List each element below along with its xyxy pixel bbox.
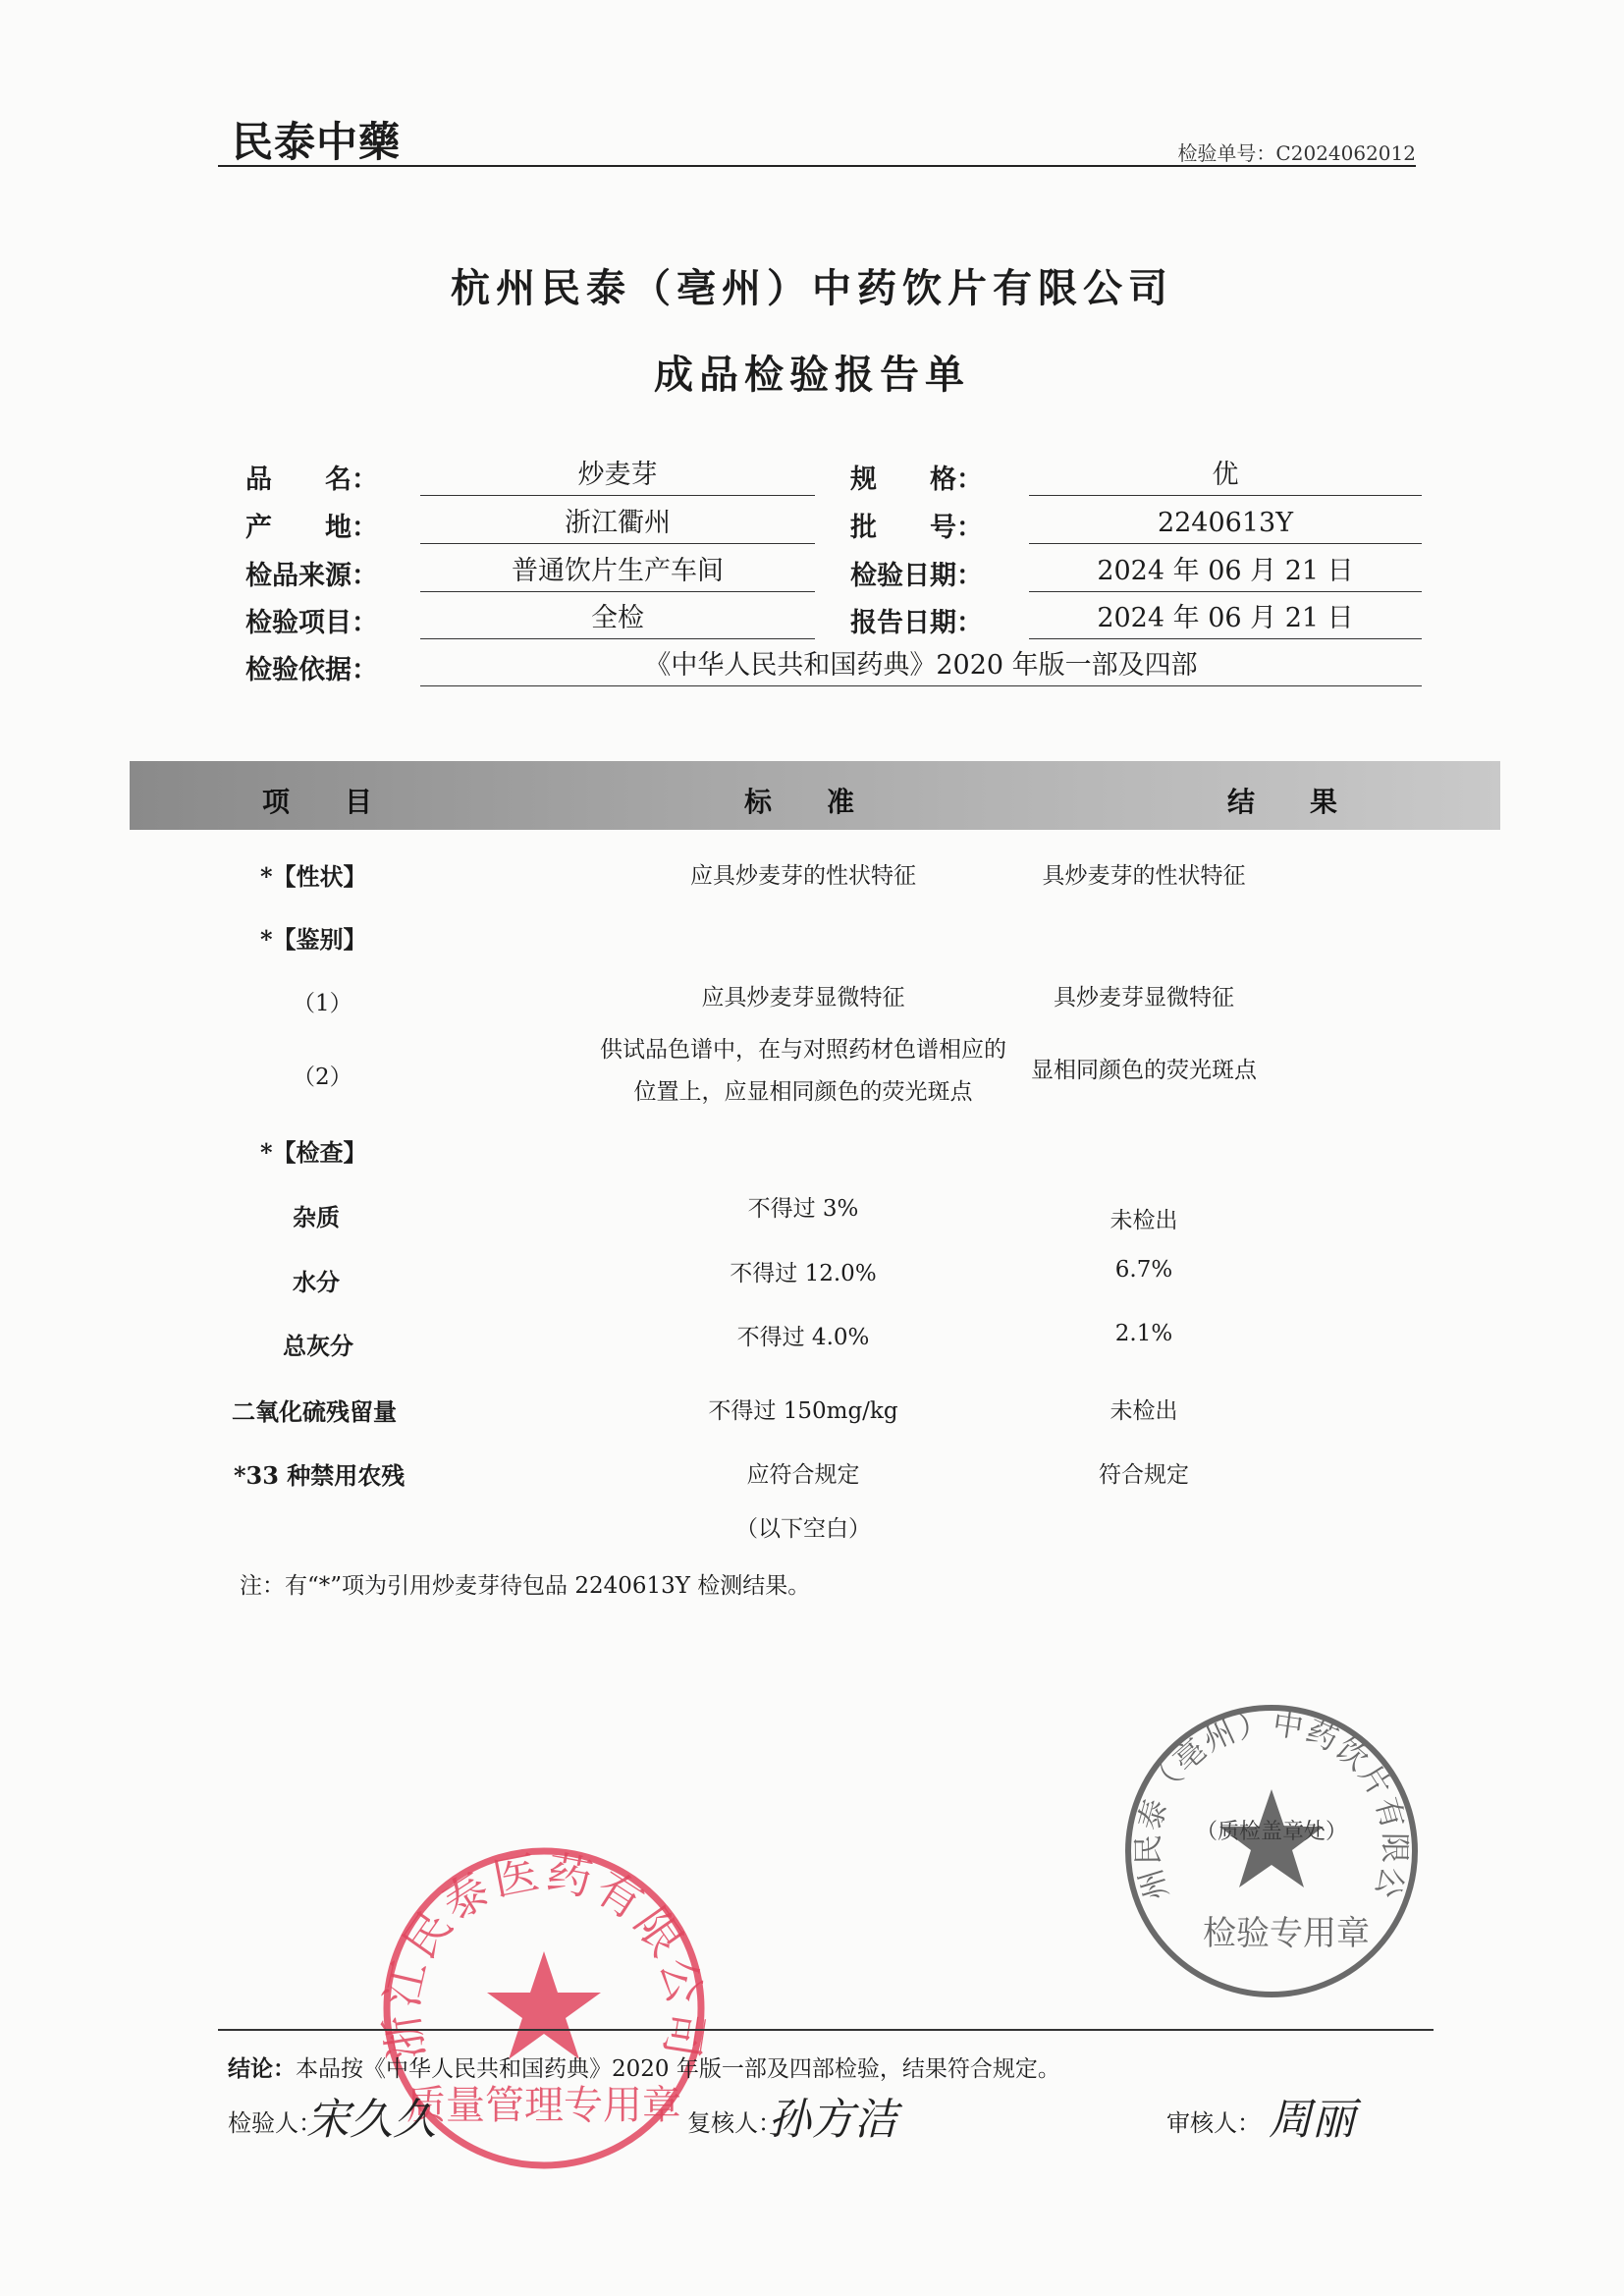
row-standard: 不得过 12.0% (730, 1261, 877, 1286)
name-value: 炒麦芽 (420, 456, 815, 496)
row-standard: 应具炒麦芽显微特征 (701, 985, 905, 1011)
inspector-label: 检验人： (228, 2109, 322, 2137)
row-result: 符合规定 (1099, 1462, 1189, 1488)
table-header (130, 761, 1500, 830)
stamp-red-bottom-text: 质量管理专用章 (406, 2083, 681, 2128)
approver-label: 审核人： (1166, 2109, 1261, 2137)
origin-value: 浙江衢州 (420, 504, 815, 544)
report-title: 成品检验报告单 (654, 352, 970, 398)
star-icon (487, 1951, 601, 2059)
row-standard: 不得过 4.0% (736, 1325, 870, 1350)
row-item: 杂质 (293, 1203, 340, 1231)
row-item: 总灰分 (283, 1332, 353, 1360)
batch-value: 2240613Y (1029, 504, 1422, 544)
item-label: 检验项目： (245, 608, 378, 638)
row-standard: 供试品色谱中，在与对照药材色谱相应的 (600, 1037, 1006, 1063)
blank-note: （以下空白） (735, 1516, 871, 1542)
source-value: 普通饮片生产车间 (420, 552, 815, 592)
row-item: *33 种禁用农残 (234, 1461, 406, 1490)
footnote: 注：有“*”项为引用炒麦芽待包品 2240613Y 检测结果。 (240, 1573, 811, 1599)
stamp-gray-top-text: 州民泰（亳州）中药饮片有限公 (1130, 1706, 1413, 1904)
report-date-label: 报告日期： (850, 608, 983, 638)
row-item: *【性状】 (260, 862, 367, 891)
approver-signature: 周丽 (1269, 2095, 1355, 2145)
inspector-signature: 宋久久 (306, 2095, 436, 2145)
inspection-stamp (1119, 1699, 1424, 2003)
row-result: 具炒麦芽显微特征 (1054, 985, 1234, 1011)
row-result: 未检出 (1110, 1208, 1178, 1233)
conclusion-label: 结论： (228, 2055, 296, 2082)
header-divider (218, 165, 1416, 167)
row-item: *【检查】 (260, 1138, 367, 1167)
document-number: 检验单号：C2024062012 (1177, 141, 1416, 165)
row-item: 水分 (293, 1268, 340, 1296)
reviewer-label: 复核人： (687, 2109, 782, 2137)
conclusion (228, 2050, 1060, 2083)
basis-value: 《中华人民共和国药典》2020 年版一部及四部 (420, 646, 1422, 686)
row-result: 6.7% (1114, 1257, 1173, 1283)
batch-label: 批 号： (850, 513, 983, 543)
row-item: *【鉴别】 (260, 925, 367, 954)
row-standard: 不得过 3% (747, 1196, 859, 1222)
company-name: 杭州民泰（亳州）中药饮片有限公司 (451, 265, 1173, 311)
row-result: 具炒麦芽的性状特征 (1042, 863, 1246, 889)
stamp-gray-bottom-text: 检验专用章 (1203, 1914, 1370, 1953)
column-header-item: 项 目 (262, 786, 373, 818)
name-label: 品 名： (245, 465, 378, 495)
footer-divider (218, 2029, 1434, 2031)
row-result: 未检出 (1110, 1398, 1178, 1424)
row-standard-line2: 位置上，应显相同颜色的荧光斑点 (633, 1079, 973, 1105)
item-value: 全检 (420, 599, 815, 639)
report-date-value: 2024 年 06 月 21 日 (1029, 599, 1422, 639)
stamp-red-top-text: 浙江民泰医药有限公司 (377, 1844, 711, 2064)
reviewer-signature: 孙方洁 (768, 2095, 897, 2145)
column-header-result: 结 果 (1227, 786, 1338, 818)
row-item: 二氧化硫残留量 (232, 1397, 397, 1426)
conclusion-text: 本品按《中华人民共和国药典》2020 年版一部及四部检验，结果符合规定。 (296, 2056, 1060, 2082)
row-standard: 应符合规定 (746, 1462, 860, 1488)
row-item: （2） (293, 1065, 352, 1090)
row-result: 显相同颜色的荧光斑点 (1031, 1058, 1257, 1083)
origin-label: 产 地： (245, 513, 378, 543)
test-date-label: 检验日期： (850, 561, 983, 591)
row-standard: 应具炒麦芽的性状特征 (690, 863, 916, 889)
company-logo: 民泰中藥 (232, 118, 402, 166)
spec-value: 优 (1029, 456, 1422, 496)
row-result: 2.1% (1114, 1321, 1173, 1346)
row-standard: 不得过 150mg/kg (708, 1398, 898, 1424)
svg-text:杭州民泰（亳州）中药饮片有限公司 (1119, 1699, 1412, 1904)
stamp-gray-mid-text: （质检盖章处） (1195, 1820, 1348, 1844)
basis-label: 检验依据： (245, 655, 378, 685)
row-item: （1） (293, 991, 352, 1016)
column-header-standard: 标 准 (744, 786, 855, 818)
source-label: 检品来源： (245, 561, 378, 591)
spec-label: 规 格： (850, 465, 983, 495)
test-date-value: 2024 年 06 月 21 日 (1029, 552, 1422, 592)
